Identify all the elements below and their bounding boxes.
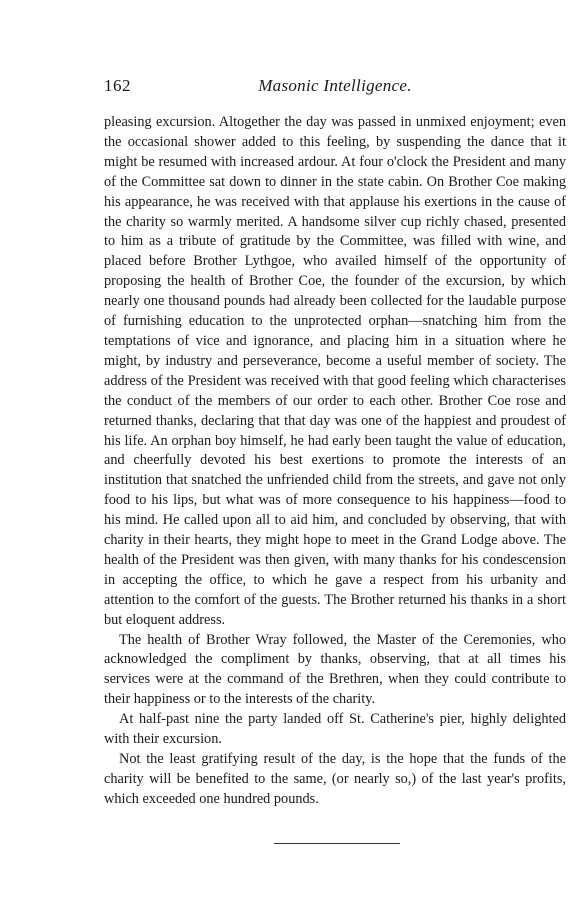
article-body	[104, 113, 566, 810]
paragraph: pleasing excursion. Altogether the day was passed in unmixed enjoyment; even the occasional shower added to this feeling, by suspending the dance that it might be resumed with increased ardour. At four o'clock the President and many of the Committee sat down to dinner in the state cabin. On Brother Coe making his appearance, he was received with that applause his exertions in the cause of the charity so warmly merited. A handsome silver cup richly chased, presented to him as a tribute of gratitude by the Committee, was filled with wine, and placed before Brother Lythgoe, who availed himself of the opportunity of proposing the health of Brother Coe, the founder of the excursion, by which nearly one thousand pounds had already been collected for the laudable purpose of furnishing education to the unprotected orphan—snatching him from the temptations of vice and ignorance, and placing him in a situation where he might, by industry and perseverance, become a useful member of society. The address of the President was received with that good feeling which characterises the conduct of the members of our order to each other. Brother Coe rose and returned thanks, declaring that that day was one of the happiest and proudest of his life. An orphan boy himself, he had early been taught the value of education, and cheerfully devoted his best exertions to promote the interests of an institution that snatched the unfriended child from the streets, and gave not only food to his lips, but what was of more consequence to his happiness—food to his mind. He called upon all to aid him, and concluded by observing, that with charity in their hearts, they might hope to meet in the Grand Lodge above. The health of the President was then given, with many thanks for his condescension in accepting the office, to which he gave a respect from his urbanity and attention to the comfort of the guests. The Brother returned his thanks in a short but eloquent address.	[104, 114, 566, 628]
running-title: Masonic Intelligence.	[258, 76, 412, 95]
paragraph: At half-past nine the party landed off St. Catherine's pier, highly delighted with their excursion.	[104, 711, 566, 748]
page-header	[104, 76, 566, 100]
paragraph: Not the least gratifying result of the day, is the hope that the funds of the charity will be benefited to the same, (or nearly so,) of the last year's profits, which exceeded one hundred pounds.	[104, 751, 566, 807]
section-divider	[274, 843, 400, 844]
paragraph: The health of Brother Wray followed, the Master of the Ceremonies, who acknowledged the compliment by thanks, observing, that at all times his services were at the command of the Brethren, when they could contribute to their happiness or to the interests of the charity.	[104, 631, 566, 708]
page-number: 162	[104, 76, 131, 95]
